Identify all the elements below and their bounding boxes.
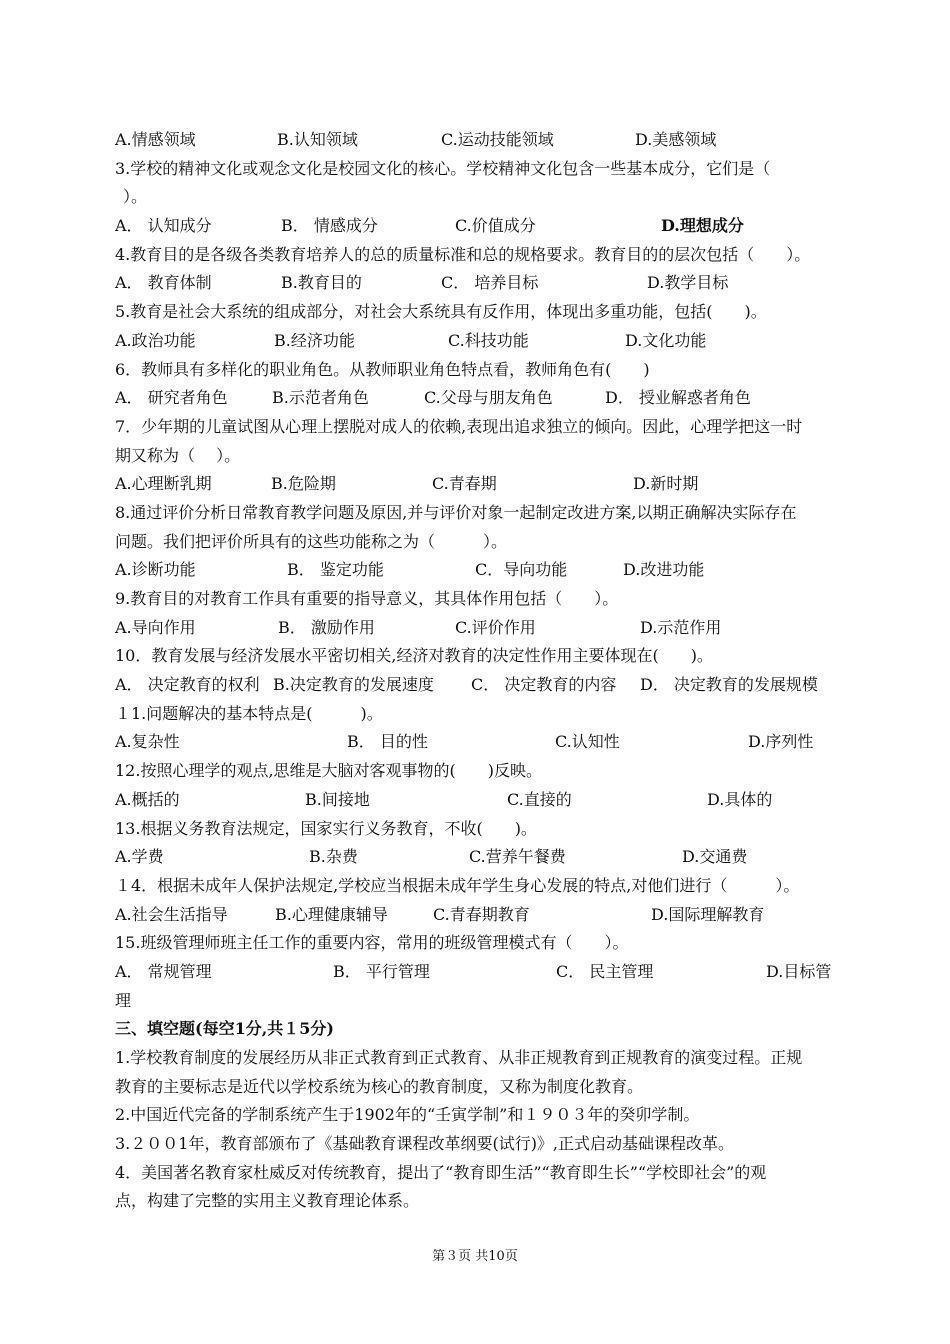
q8-option-c: C．导向功能: [475, 560, 568, 580]
q8-stem-line2: 问题。我们把评价所具有的这些功能称之为（ ）。: [115, 531, 508, 551]
q5-option-a: A.政治功能: [115, 330, 196, 350]
q15-wrap: 理: [115, 990, 132, 1010]
q13-stem: 13.根据义务教育法规定，国家实行义务教育，不收( )。: [115, 818, 537, 838]
q12-option-c: C.直接的: [507, 789, 572, 809]
q9-option-b: B． 激励作用: [278, 617, 375, 637]
q11-stem: １1.问题解决的基本特点是( )。: [115, 703, 383, 723]
q15-option-b: B． 平行管理: [333, 961, 430, 981]
q6-option-a: A． 研究者角色: [115, 388, 228, 408]
q12-option-d: D.具体的: [707, 789, 773, 809]
q14-options: [115, 901, 837, 930]
q13-options: [115, 843, 837, 872]
q4-option-a: A． 教育体制: [115, 273, 212, 293]
page-footer: 第３页 共10页: [432, 1249, 518, 1264]
q15-option-a: A． 常规管理: [115, 961, 212, 981]
q9-options: [115, 614, 837, 643]
q11-option-d: D.序列性: [748, 732, 814, 752]
q8-option-b: B． 鉴定功能: [287, 560, 384, 580]
q2-option-a: A.情感领域: [115, 130, 196, 149]
q2-option-d: D.美感领域: [635, 130, 717, 149]
q8-option-a: A.诊断功能: [115, 560, 196, 580]
q11-option-a: A.复杂性: [115, 732, 180, 752]
q4-option-b: B.教育目的: [281, 273, 362, 293]
q10-stem: 10．教育发展与经济发展水平密切相关,经济对教育的决定性作用主要体现在( )。: [115, 646, 713, 666]
q10-option-b: B.决定教育的发展速度: [273, 675, 434, 695]
q6-option-c: C.父母与朋友角色: [424, 388, 553, 408]
q4-stem: 4.教育目的是各级各类教育培养人的总的质量标准和总的规格要求。教育目的的层次包括（ ）。: [115, 244, 811, 264]
q10-option-d: D． 决定教育的发展规模: [640, 675, 818, 695]
q6-option-b: B.示范者角色: [272, 388, 369, 408]
q10-option-c: C． 决定教育的内容: [471, 675, 617, 695]
q3-options: [115, 212, 837, 241]
q6-stem: 6．教师具有多样化的职业角色。从教师职业角色特点看，教师角色有( ): [115, 359, 650, 379]
q14-option-a: A.社会生活指导: [115, 904, 228, 924]
q13-option-b: B.杂费: [309, 847, 358, 867]
q3-option-d: D.理想成分: [661, 216, 744, 236]
q8-options: [115, 556, 837, 585]
q13-option-c: C.营养午餐费: [469, 847, 566, 867]
exam-page-content: [115, 126, 837, 1216]
q7-stem-line1: 7．少年期的儿童试图从心理上摆脱对成人的依赖,表现出追求独立的倾向。因此，心理学把这一时: [115, 416, 803, 436]
q15-options: [115, 958, 837, 987]
section3-line: 教育的主要标志是近代以学校系统为核心的教育制度，又称为制度化教育。: [115, 1076, 644, 1096]
q12-options: [115, 786, 837, 815]
q9-option-a: A.导向作用: [115, 617, 196, 637]
q14-option-d: D.国际理解教育: [651, 904, 765, 924]
q12-option-b: B.间接地: [305, 789, 370, 809]
q8-stem-line1: 8.通过评价分析日常教育教学问题及原因,并与评价对象一起制定改进方案,以期正确解决实际存在: [115, 502, 797, 522]
q3-stem-line2: ）。: [123, 187, 148, 207]
q12-stem: 12.按照心理学的观点,思维是大脑对客观事物的( )反映。: [115, 761, 543, 781]
q2-option-b: B.认知领域: [277, 130, 358, 149]
q10-option-a: A． 决定教育的权利: [115, 675, 260, 695]
q5-option-b: B.经济功能: [274, 330, 355, 350]
q15-option-d: D.目标管: [766, 961, 832, 981]
section3-line: 4．美国著名教育家杜威反对传统教育，提出了“教育即生活”“教育即生长”“学校即社会”的观: [115, 1162, 767, 1182]
q7-options: [115, 470, 837, 499]
q6-option-d: D． 授业解惑者角色: [605, 388, 751, 408]
q13-option-d: D.交通费: [682, 847, 748, 867]
q7-option-a: A.心理断乳期: [115, 474, 212, 494]
q5-stem: 5.教育是社会大系统的组成部分，对社会大系统具有反作用，体现出多重功能，包括( )。: [115, 302, 767, 322]
q2-option-c: C.运动技能领域: [441, 130, 554, 149]
q14-option-b: B.心理健康辅导: [275, 904, 388, 924]
q10-options: [115, 671, 837, 700]
section3-line: 点，构建了完整的实用主义教育理论体系。: [115, 1191, 420, 1211]
q3-option-c: C.价值成分: [455, 216, 536, 236]
q7-stem-line2: 期又称为（ ）。: [115, 445, 241, 465]
q15-option-c: C． 民主管理: [556, 961, 654, 981]
section3-line: 3.２００1年，教育部颁布了《基础教育课程改革纲要(试行)》,正式启动基础课程改革。: [115, 1134, 735, 1154]
q12-option-a: A.概括的: [115, 789, 180, 809]
q4-option-c: C． 培养目标: [441, 273, 539, 293]
q5-options: [115, 327, 837, 356]
q9-option-d: D.示范作用: [640, 617, 722, 637]
section3-line: 2.中国近代完备的学制系统产生于1902年的“壬寅学制”和１９０３年的癸卯学制。: [115, 1105, 700, 1125]
q9-stem: 9.教育目的对教育工作具有重要的指导意义，其具体作用包括（ ）。: [115, 589, 619, 608]
q13-option-a: A.学费: [115, 847, 164, 867]
q3-stem-line1: 3.学校的精神文化或观念文化是校园文化的核心。学校精神文化包含一些基本成分，它们是（: [115, 158, 771, 178]
q7-option-b: B.危险期: [271, 474, 336, 494]
q15-stem: 15.班级管理师班主任工作的重要内容，常用的班级管理模式有（ ）。: [115, 933, 629, 953]
q3-option-b: B． 情感成分: [281, 216, 378, 236]
q4-option-d: D.教学目标: [647, 273, 729, 293]
section3-line: 1.学校教育制度的发展经历从非正式教育到正式教育、从非正规教育到正规教育的演变过程。正规: [115, 1048, 803, 1067]
q5-option-c: C.科技功能: [448, 330, 529, 350]
q4-options: [115, 269, 837, 298]
q5-option-d: D.文化功能: [625, 330, 707, 350]
q9-option-c: C.评价作用: [455, 617, 536, 637]
q6-options: [115, 384, 837, 413]
q11-options: [115, 728, 837, 757]
q11-option-b: B． 目的性: [347, 732, 428, 752]
q2-options: [115, 126, 837, 155]
section3-heading: 三、填空题(每空1分,共１5分): [115, 1019, 334, 1039]
q8-option-d: D.改进功能: [623, 560, 705, 580]
q14-option-c: C.青春期教育: [433, 904, 530, 924]
q14-stem: １4．根据未成年人保护法规定,学校应当根据未成年学生身心发展的特点,对他们进行（ ）。: [115, 875, 800, 895]
q11-option-c: C.认知性: [555, 732, 620, 752]
q3-option-a: A． 认知成分: [115, 216, 212, 236]
q7-option-c: C.青春期: [432, 474, 497, 494]
q7-option-d: D.新时期: [633, 474, 699, 494]
